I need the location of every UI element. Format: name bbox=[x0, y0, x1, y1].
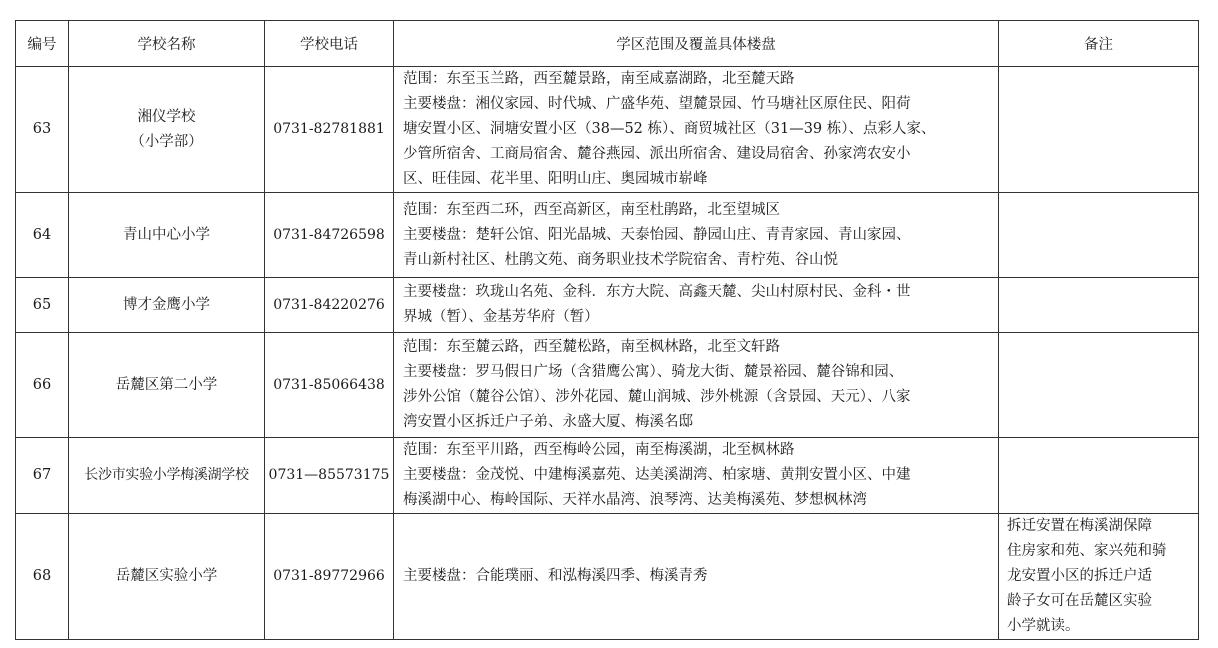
row-note bbox=[999, 514, 1199, 640]
row-phone: 0731-85066438 bbox=[265, 333, 394, 438]
scope-line: 青山新村社区、杜鹃文苑、商务职业技术学院宿舍、青柠苑、谷山悦 bbox=[403, 251, 838, 268]
scope-line: 主要楼盘：合能璞丽、和泓梅溪四季、梅溪青秀 bbox=[403, 568, 708, 584]
scope-line: 梅溪湖中心、梅岭国际、天祥水晶湾、浪琴湾、达美梅溪苑、梦想枫林湾 bbox=[403, 492, 867, 508]
row-no: 63 bbox=[16, 67, 69, 193]
table-row bbox=[16, 67, 1199, 193]
row-phone: 0731-84220276 bbox=[265, 278, 394, 333]
school-name-line: 博才金鹰小学 bbox=[123, 296, 210, 313]
school-name-line: 青山中心小学 bbox=[123, 226, 210, 243]
school-name-line: 岳麓区第二小学 bbox=[115, 376, 218, 393]
row-scope bbox=[394, 333, 999, 438]
row-scope bbox=[394, 438, 999, 514]
scope-line: 范围：东至麓云路，西至麓松路，南至枫林路，北至文轩路 bbox=[403, 339, 780, 355]
row-no: 67 bbox=[16, 438, 69, 514]
row-no: 65 bbox=[16, 278, 69, 333]
row-school-name bbox=[69, 514, 265, 640]
school-name-line: 岳麓区实验小学 bbox=[115, 568, 218, 584]
scope-line: 区、旺佳园、花半里、阳明山庄、奥园城市崭峰 bbox=[403, 171, 708, 187]
scope-line: 范围：东至玉兰路，西至麓景路，南至咸嘉湖路，北至麓天路 bbox=[403, 71, 795, 87]
table-row bbox=[16, 278, 1199, 333]
scope-line: 主要楼盘：金茂悦、中建梅溪嘉苑、达美溪湖湾、柏家塘、黄荆安置小区、中建 bbox=[403, 467, 911, 483]
row-school-name bbox=[69, 67, 265, 193]
header-note: 备注 bbox=[999, 21, 1199, 67]
row-note bbox=[999, 278, 1199, 333]
note-line: 住房家和苑、家兴苑和骑 bbox=[1007, 543, 1167, 559]
row-note bbox=[999, 193, 1199, 278]
row-phone: 0731—85573175 bbox=[265, 438, 394, 514]
row-no: 66 bbox=[16, 333, 69, 438]
header-row bbox=[16, 21, 1199, 67]
header-school-name: 学校名称 bbox=[69, 21, 265, 67]
row-scope bbox=[394, 193, 999, 278]
scope-line: 主要楼盘：玖珑山名苑、金科．东方大院、高鑫天麓、尖山村原村民、金科・世 bbox=[403, 284, 911, 300]
school-name-line: 湘仪学校 bbox=[137, 108, 196, 125]
header-district-scope: 学区范围及覆盖具体楼盘 bbox=[394, 21, 999, 67]
school-name-line: （小学部） bbox=[130, 133, 203, 150]
scope-line: 主要楼盘：罗马假日广场（含猎鹰公寓）、骑龙大街、麓景裕园、麓谷锦和园、 bbox=[403, 364, 904, 380]
row-phone: 0731-84726598 bbox=[265, 193, 394, 278]
scope-line: 塘安置小区、洞塘安置小区（38—52 栋）、商贸城社区（31—39 栋）、点彩人家、 bbox=[403, 121, 936, 137]
row-scope bbox=[394, 278, 999, 333]
row-scope bbox=[394, 514, 999, 640]
scope-line: 界城（暂）、金基芳华府（暂） bbox=[403, 309, 599, 325]
row-no: 64 bbox=[16, 193, 69, 278]
school-name-line: 长沙市实验小学梅溪湖学校 bbox=[84, 467, 249, 483]
table-row bbox=[16, 333, 1199, 438]
row-school-name bbox=[69, 333, 265, 438]
row-phone: 0731-89772966 bbox=[265, 514, 394, 640]
note-line: 拆迁安置在梅溪湖保障 bbox=[1007, 518, 1152, 534]
row-school-name bbox=[69, 438, 265, 514]
school-district-table bbox=[15, 20, 1199, 640]
row-no: 68 bbox=[16, 514, 69, 640]
row-note bbox=[999, 438, 1199, 514]
scope-line: 主要楼盘：楚轩公馆、阳光晶城、天泰怡园、静园山庄、青青家园、青山家园、 bbox=[403, 226, 911, 243]
row-note bbox=[999, 67, 1199, 193]
scope-line: 少管所宿舍、工商局宿舍、麓谷燕园、派出所宿舍、建设局宿舍、孙家湾农安小 bbox=[403, 146, 911, 162]
table-row bbox=[16, 438, 1199, 514]
scope-line: 主要楼盘：湘仪家园、时代城、广盛华苑、望麓景园、竹马塘社区原住民、阳荷 bbox=[403, 96, 911, 112]
note-line: 龙安置小区的拆迁户适 bbox=[1007, 568, 1152, 584]
row-phone: 0731-82781881 bbox=[265, 67, 394, 193]
row-school-name bbox=[69, 278, 265, 333]
scope-line: 范围：东至西二环，西至高新区，南至杜鹃路，北至望城区 bbox=[403, 201, 780, 218]
table-row bbox=[16, 193, 1199, 278]
scope-line: 涉外公馆（麓谷公馆）、涉外花园、麓山润城、涉外桃源（含景园、天元）、八家 bbox=[403, 389, 911, 405]
table-row bbox=[16, 514, 1199, 640]
scope-line: 范围：东至平川路，西至梅岭公园，南至梅溪湖，北至枫林路 bbox=[403, 442, 795, 458]
header-school-phone: 学校电话 bbox=[265, 21, 394, 67]
row-note bbox=[999, 333, 1199, 438]
row-scope bbox=[394, 67, 999, 193]
header-no: 编号 bbox=[16, 21, 69, 67]
note-line: 小学就读。 bbox=[1007, 618, 1080, 634]
row-school-name bbox=[69, 193, 265, 278]
note-line: 龄子女可在岳麓区实验 bbox=[1007, 593, 1152, 609]
scope-line: 湾安置小区拆迁户子弟、永盛大厦、梅溪名邸 bbox=[403, 414, 693, 430]
